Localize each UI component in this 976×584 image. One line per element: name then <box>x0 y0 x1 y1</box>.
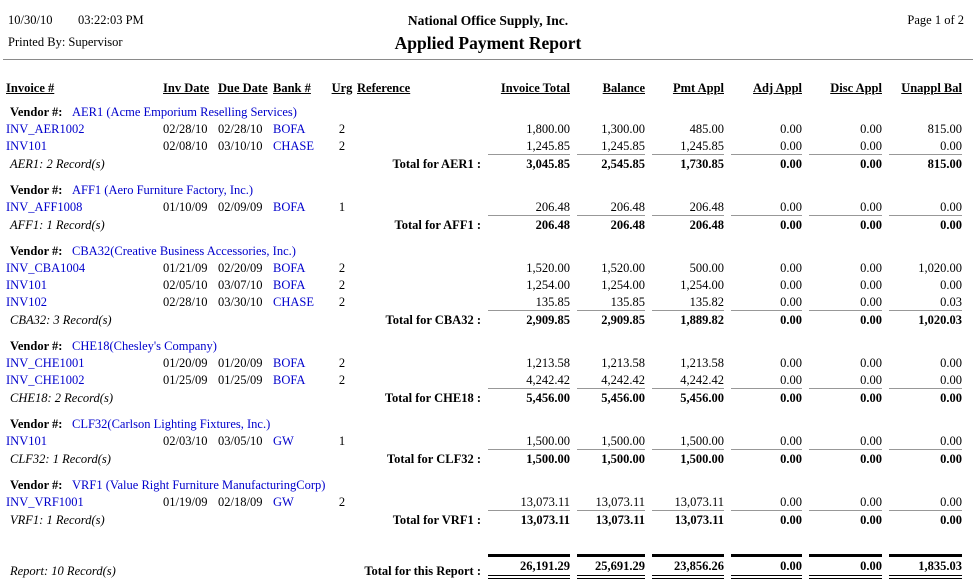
inv-date-cell: 01/19/09 <box>163 495 208 509</box>
urg-cell: 2 <box>338 122 346 136</box>
due-date-cell: 02/28/10 <box>218 122 263 136</box>
vendor-row <box>6 414 962 432</box>
column-header-unappl-bal: Unappl Bal <box>901 81 962 95</box>
group-total-label: Total for AER1 : <box>392 157 481 171</box>
print-date: 10/30/10 <box>8 13 53 27</box>
group-total-row <box>6 215 962 233</box>
due-date-cell: 03/07/10 <box>218 278 263 292</box>
group-record-count: CBA32: 3 Record(s) <box>10 313 112 327</box>
report-total-label: Total for this Report : <box>364 564 481 578</box>
invoice-row <box>6 493 962 510</box>
amount-cell-invoice_total: 1,254.00 <box>526 278 570 292</box>
group-total-amount-balance: 206.48 <box>577 215 645 233</box>
due-date-cell: 02/09/09 <box>218 200 263 214</box>
amount-cell-adj_appl: 0.00 <box>780 139 802 153</box>
group-total-amount-invoice_total: 13,073.11 <box>488 510 570 528</box>
group-total-amount-adj_appl: 0.00 <box>731 310 802 328</box>
urg-cell: 2 <box>338 495 346 509</box>
invoice-number-link[interactable]: INV102 <box>6 295 47 309</box>
group-total-amount-invoice_total: 5,456.00 <box>488 388 570 406</box>
amount-cell-disc_appl: 0.00 <box>860 434 882 448</box>
amount-cell-pmt_appl: 1,500.00 <box>680 434 724 448</box>
amount-cell-adj_appl: 0.00 <box>780 373 802 387</box>
amount-cell-disc_appl: 0.00 <box>860 139 882 153</box>
amount-cell-pmt_appl: 13,073.11 <box>674 495 724 509</box>
amount-cell-invoice_total: 4,242.42 <box>526 373 570 387</box>
group-record-count: AFF1: 1 Record(s) <box>10 218 105 232</box>
group-total-amount-disc_appl: 0.00 <box>809 310 882 328</box>
group-total-amount-unappl_bal: 0.00 <box>889 510 962 528</box>
amount-cell-unappl_bal: 0.00 <box>940 373 962 387</box>
group-total-row <box>6 310 962 328</box>
group-total-amount-disc_appl: 0.00 <box>809 154 882 172</box>
urg-cell: 2 <box>338 356 346 370</box>
due-date-cell: 01/25/09 <box>218 373 263 387</box>
urg-cell: 2 <box>338 373 346 387</box>
amount-cell-disc_appl: 0.00 <box>860 356 882 370</box>
urg-cell: 1 <box>338 434 346 448</box>
group-total-row <box>6 449 962 467</box>
vendor-cell <box>6 478 962 493</box>
group-total-row <box>6 154 962 172</box>
group-total-amount-adj_appl: 0.00 <box>731 154 802 172</box>
header-divider <box>3 59 973 60</box>
amount-cell-invoice_total: 1,800.00 <box>526 122 570 136</box>
group-total-amount-invoice_total: 206.48 <box>488 215 570 233</box>
group-total-amount-unappl_bal: 815.00 <box>889 154 962 172</box>
vendor-row <box>6 180 962 198</box>
group-total-amount-balance: 2,545.85 <box>577 154 645 172</box>
bank-link[interactable]: BOFA <box>273 356 306 370</box>
urg-cell: 2 <box>338 278 346 292</box>
invoice-number-link[interactable]: INV_VRF1001 <box>6 495 84 509</box>
group-total-amount-pmt_appl: 1,730.85 <box>652 154 724 172</box>
vendor-row <box>6 102 962 120</box>
urg-cell: 2 <box>338 295 346 309</box>
column-header-urg: Urg <box>331 81 353 95</box>
amount-cell-pmt_appl: 135.82 <box>689 295 724 309</box>
amount-cell-disc_appl: 0.00 <box>860 261 882 275</box>
amount-cell-unappl_bal: 0.00 <box>940 434 962 448</box>
invoice-number-link[interactable]: INV_CHE1002 <box>6 373 85 387</box>
column-header-row <box>6 76 962 96</box>
amount-cell-unappl_bal: 0.00 <box>940 356 962 370</box>
amount-cell-balance: 1,500.00 <box>601 434 645 448</box>
invoice-row <box>6 293 962 310</box>
group-total-amount-pmt_appl: 13,073.11 <box>652 510 724 528</box>
column-header-bank: Bank # <box>273 81 311 95</box>
column-header-adj-appl: Adj Appl <box>753 81 802 95</box>
amount-cell-unappl_bal: 0.00 <box>940 278 962 292</box>
column-header-invoice-total: Invoice Total <box>500 81 570 95</box>
report-table <box>6 76 962 576</box>
amount-cell-disc_appl: 0.00 <box>860 278 882 292</box>
amount-cell-unappl_bal: 0.00 <box>940 495 962 509</box>
vendor-number-label: Vendor #: <box>10 339 63 353</box>
invoice-row <box>6 259 962 276</box>
inv-date-cell: 02/28/10 <box>163 122 208 136</box>
amount-cell-adj_appl: 0.00 <box>780 278 802 292</box>
amount-cell-balance: 1,245.85 <box>601 139 645 153</box>
printed-by-text: Printed By: Supervisor <box>8 35 123 49</box>
report-total-amount-adj_appl: 0.00 <box>731 554 802 579</box>
company-name: National Office Supply, Inc. <box>407 13 569 28</box>
amount-cell-invoice_total: 1,213.58 <box>526 356 570 370</box>
inv-date-cell: 01/25/09 <box>163 373 208 387</box>
invoice-number-link[interactable]: INV_AER1002 <box>6 122 85 136</box>
amount-cell-balance: 1,520.00 <box>601 261 645 275</box>
amount-cell-invoice_total: 1,245.85 <box>526 139 570 153</box>
column-header-reference: Reference <box>357 81 411 95</box>
invoice-number-link[interactable]: INV101 <box>6 434 47 448</box>
group-total-label: Total for VRF1 : <box>392 513 481 527</box>
invoice-row <box>6 432 962 449</box>
inv-date-cell: 01/21/09 <box>163 261 208 275</box>
group-total-amount-adj_appl: 0.00 <box>731 449 802 467</box>
column-header-due-date: Due Date <box>218 81 268 95</box>
amount-cell-adj_appl: 0.00 <box>780 200 802 214</box>
group-record-count: CHE18: 2 Record(s) <box>10 391 113 405</box>
vendor-number-label: Vendor #: <box>10 478 63 492</box>
amount-cell-balance: 1,300.00 <box>601 122 645 136</box>
inv-date-cell: 02/08/10 <box>163 139 208 153</box>
column-header-pmt-appl: Pmt Appl <box>672 81 724 95</box>
report-total-amount-unappl_bal: 1,835.03 <box>889 554 962 579</box>
vendor-name-link[interactable]: AFF1 (Aero Furniture Factory, Inc.) <box>72 183 254 197</box>
amount-cell-balance: 206.48 <box>610 200 645 214</box>
group-total-amount-pmt_appl: 5,456.00 <box>652 388 724 406</box>
group-total-amount-balance: 1,500.00 <box>577 449 645 467</box>
group-total-amount-unappl_bal: 0.00 <box>889 449 962 467</box>
inv-date-cell: 01/10/09 <box>163 200 208 214</box>
amount-cell-unappl_bal: 0.00 <box>940 200 962 214</box>
print-time: 03:22:03 PM <box>78 13 144 27</box>
amount-cell-adj_appl: 0.00 <box>780 261 802 275</box>
vendor-cell <box>6 183 962 198</box>
group-total-amount-pmt_appl: 1,500.00 <box>652 449 724 467</box>
amount-cell-disc_appl: 0.00 <box>860 373 882 387</box>
amount-cell-pmt_appl: 1,254.00 <box>680 278 724 292</box>
group-total-amount-disc_appl: 0.00 <box>809 510 882 528</box>
bank-link[interactable]: BOFA <box>273 261 306 275</box>
inv-date-cell: 02/28/10 <box>163 295 208 309</box>
amount-cell-disc_appl: 0.00 <box>860 200 882 214</box>
amount-cell-disc_appl: 0.00 <box>860 495 882 509</box>
amount-cell-disc_appl: 0.00 <box>860 122 882 136</box>
invoice-number-link[interactable]: INV101 <box>6 139 47 153</box>
column-header-balance: Balance <box>602 81 645 95</box>
amount-cell-pmt_appl: 1,245.85 <box>680 139 724 153</box>
vendor-name-link[interactable]: CLF32(Carlson Lighting Fixtures, Inc.) <box>72 417 271 431</box>
due-date-cell: 03/10/10 <box>218 139 263 153</box>
amount-cell-pmt_appl: 500.00 <box>689 261 724 275</box>
amount-cell-adj_appl: 0.00 <box>780 122 802 136</box>
vendor-name-link[interactable]: CBA32(Creative Business Accessories, Inc.) <box>72 244 296 258</box>
vendor-row <box>6 336 962 354</box>
amount-cell-balance: 13,073.11 <box>595 495 645 509</box>
bank-link[interactable]: BOFA <box>273 278 306 292</box>
due-date-cell: 01/20/09 <box>218 356 263 370</box>
group-total-amount-invoice_total: 1,500.00 <box>488 449 570 467</box>
group-total-amount-balance: 13,073.11 <box>577 510 645 528</box>
amount-cell-pmt_appl: 206.48 <box>689 200 724 214</box>
invoice-row <box>6 354 962 371</box>
amount-cell-adj_appl: 0.00 <box>780 495 802 509</box>
group-total-amount-unappl_bal: 0.00 <box>889 388 962 406</box>
report-total-amount-disc_appl: 0.00 <box>809 554 882 579</box>
amount-cell-unappl_bal: 0.03 <box>940 295 962 309</box>
column-header-disc-appl: Disc Appl <box>830 81 882 95</box>
group-total-label: Total for CBA32 : <box>385 313 481 327</box>
amount-cell-unappl_bal: 0.00 <box>940 139 962 153</box>
vendor-row <box>6 475 962 493</box>
group-total-amount-adj_appl: 0.00 <box>731 215 802 233</box>
due-date-cell: 03/30/10 <box>218 295 263 309</box>
urg-cell: 2 <box>338 139 346 153</box>
group-total-amount-pmt_appl: 206.48 <box>652 215 724 233</box>
invoice-row <box>6 276 962 293</box>
report-total-amount-pmt_appl: 23,856.26 <box>652 554 724 579</box>
invoice-row <box>6 198 962 215</box>
amount-cell-invoice_total: 206.48 <box>535 200 570 214</box>
amount-cell-invoice_total: 1,500.00 <box>526 434 570 448</box>
vendor-cell <box>6 244 962 259</box>
column-header-inv-date: Inv Date <box>163 81 210 95</box>
vendor-row <box>6 241 962 259</box>
amount-cell-unappl_bal: 1,020.00 <box>918 261 962 275</box>
vendor-cell <box>6 339 962 354</box>
amount-cell-pmt_appl: 485.00 <box>689 122 724 136</box>
amount-cell-invoice_total: 1,520.00 <box>526 261 570 275</box>
group-record-count: CLF32: 1 Record(s) <box>10 452 111 466</box>
group-total-label: Total for CHE18 : <box>384 391 481 405</box>
amount-cell-balance: 1,254.00 <box>601 278 645 292</box>
invoice-row <box>6 137 962 154</box>
vendor-cell <box>6 417 962 432</box>
group-total-row <box>6 510 962 528</box>
amount-cell-pmt_appl: 4,242.42 <box>680 373 724 387</box>
invoice-number-link[interactable]: INV_AFF1008 <box>6 200 83 214</box>
group-total-label: Total for CLF32 : <box>386 452 481 466</box>
amount-cell-invoice_total: 13,073.11 <box>520 495 570 509</box>
group-total-amount-invoice_total: 3,045.85 <box>488 154 570 172</box>
group-total-amount-balance: 5,456.00 <box>577 388 645 406</box>
report-title: Applied Payment Report <box>394 33 582 53</box>
group-total-amount-adj_appl: 0.00 <box>731 510 802 528</box>
bank-link[interactable]: CHASE <box>273 139 314 153</box>
bank-link[interactable]: BOFA <box>273 200 306 214</box>
amount-cell-disc_appl: 0.00 <box>860 295 882 309</box>
group-total-amount-pmt_appl: 1,889.82 <box>652 310 724 328</box>
group-record-count: AER1: 2 Record(s) <box>10 157 105 171</box>
urg-cell: 2 <box>338 261 346 275</box>
report-record-count: Report: 10 Record(s) <box>10 564 116 578</box>
bank-link[interactable]: GW <box>273 495 294 509</box>
amount-cell-adj_appl: 0.00 <box>780 295 802 309</box>
group-total-amount-invoice_total: 2,909.85 <box>488 310 570 328</box>
vendor-number-label: Vendor #: <box>10 244 63 258</box>
page-indicator: Page 1 of 2 <box>907 13 964 27</box>
vendor-cell <box>6 105 962 120</box>
amount-cell-balance: 4,242.42 <box>601 373 645 387</box>
group-total-amount-unappl_bal: 0.00 <box>889 215 962 233</box>
amount-cell-adj_appl: 0.00 <box>780 434 802 448</box>
invoice-number-link[interactable]: INV_CBA1004 <box>6 261 86 275</box>
column-header-invoice: Invoice # <box>6 81 55 95</box>
group-total-amount-adj_appl: 0.00 <box>731 388 802 406</box>
inv-date-cell: 02/03/10 <box>163 434 208 448</box>
urg-cell: 1 <box>338 200 346 214</box>
group-total-amount-disc_appl: 0.00 <box>809 449 882 467</box>
invoice-number-link[interactable]: INV101 <box>6 278 47 292</box>
bank-link[interactable]: GW <box>273 434 294 448</box>
amount-cell-balance: 1,213.58 <box>601 356 645 370</box>
due-date-cell: 02/18/09 <box>218 495 263 509</box>
group-total-row <box>6 388 962 406</box>
group-total-label: Total for AFF1 : <box>394 218 481 232</box>
group-total-amount-disc_appl: 0.00 <box>809 388 882 406</box>
inv-date-cell: 01/20/09 <box>163 356 208 370</box>
invoice-row <box>6 371 962 388</box>
amount-cell-unappl_bal: 815.00 <box>927 122 962 136</box>
amount-cell-invoice_total: 135.85 <box>535 295 570 309</box>
amount-cell-pmt_appl: 1,213.58 <box>680 356 724 370</box>
due-date-cell: 02/20/09 <box>218 261 263 275</box>
group-total-amount-balance: 2,909.85 <box>577 310 645 328</box>
group-total-amount-unappl_bal: 1,020.03 <box>889 310 962 328</box>
bank-link[interactable]: BOFA <box>273 373 306 387</box>
report-total-row <box>6 554 962 576</box>
invoice-row <box>6 120 962 137</box>
vendor-number-label: Vendor #: <box>10 417 63 431</box>
vendor-number-label: Vendor #: <box>10 183 63 197</box>
bank-link[interactable]: BOFA <box>273 122 306 136</box>
bank-link[interactable]: CHASE <box>273 295 314 309</box>
vendor-name-link[interactable]: CHE18(Chesley's Company) <box>72 339 217 353</box>
group-record-count: VRF1: 1 Record(s) <box>10 513 105 527</box>
vendor-name-link[interactable]: AER1 (Acme Emporium Reselling Services) <box>72 105 297 119</box>
invoice-number-link[interactable]: INV_CHE1001 <box>6 356 85 370</box>
amount-cell-balance: 135.85 <box>610 295 645 309</box>
amount-cell-adj_appl: 0.00 <box>780 356 802 370</box>
due-date-cell: 03/05/10 <box>218 434 263 448</box>
vendor-number-label: Vendor #: <box>10 105 63 119</box>
group-total-amount-disc_appl: 0.00 <box>809 215 882 233</box>
inv-date-cell: 02/05/10 <box>163 278 208 292</box>
vendor-name-link[interactable]: VRF1 (Value Right Furniture ManufacturingCorp) <box>72 478 326 492</box>
report-total-amount-balance: 25,691.29 <box>577 554 645 579</box>
report-total-amount-invoice_total: 26,191.29 <box>488 554 570 579</box>
